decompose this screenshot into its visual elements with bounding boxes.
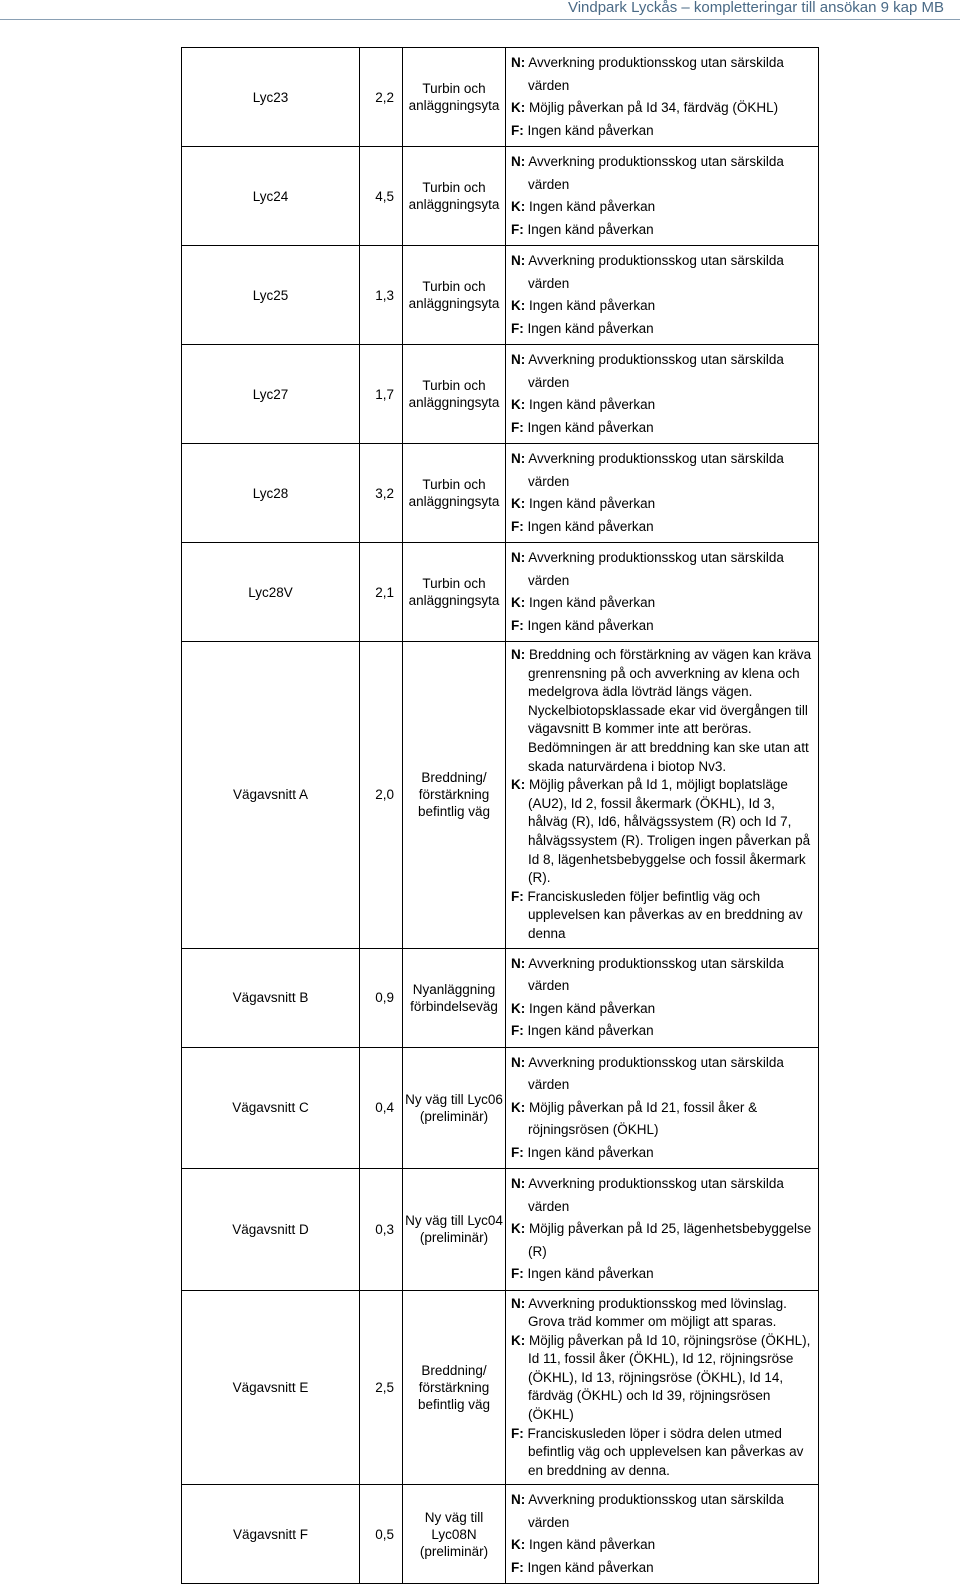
impact-f-prefix: F: [511, 518, 524, 534]
impact-f-prefix: F: [511, 320, 524, 336]
impact-n-line [511, 1489, 812, 1534]
segment-type-line: anläggningsyta [408, 296, 500, 311]
impact-f-prefix: F: [511, 1425, 524, 1441]
segment-type [403, 48, 506, 147]
impact-k-text: Möjlig påverkan på Id 25, lägenhetsbebyggelse (R) [528, 1221, 812, 1259]
impact-n-prefix: N: [511, 647, 526, 662]
segment-type-line: Turbin och [422, 477, 486, 492]
segment-type [403, 345, 506, 444]
segment-type-line: anläggningsyta [408, 197, 500, 212]
impact-f-text: Ingen känd påverkan [527, 320, 654, 336]
impact-k-line [511, 776, 812, 888]
impact-n-text: Avverkning produktionsskog utan särskilda värden [528, 451, 784, 489]
impact-f-text: Franciskusleden löper i södra delen utmed befintlig väg och upplevelsen kan påverkas av en breddning av denna. [527, 1425, 804, 1478]
segment-type-line: (preliminär) [419, 1108, 489, 1124]
impact-description [506, 642, 819, 949]
impact-description [506, 48, 819, 147]
segment-type-line: förstärkning [418, 787, 490, 803]
segment-type [403, 147, 506, 246]
impact-n-text: Avverkning produktionsskog utan särskilda värden [528, 253, 784, 291]
impact-n-text: Avverkning produktionsskog utan särskilda värden [528, 1054, 784, 1092]
impact-description [506, 1485, 819, 1584]
impact-f-line [511, 1263, 812, 1286]
impact-k-line [511, 1218, 812, 1263]
segment-type [403, 642, 506, 949]
impact-k-prefix: K: [511, 397, 526, 412]
segment-type-line: Turbin och [422, 279, 486, 294]
impact-k-text: Möjlig påverkan på Id 34, färdväg (ÖKHL) [529, 100, 779, 115]
impact-k-prefix: K: [511, 1099, 526, 1115]
segment-value: 0,4 [360, 1047, 403, 1169]
impact-n-line [511, 547, 812, 592]
impact-n-prefix: N: [511, 550, 526, 565]
segment-name: Lyc28V [182, 543, 360, 642]
impact-k-text: Möjlig påverkan på Id 10, röjningsröse (ÖKHL), Id 11, fossil åker (ÖKHL), Id 12, röjningsröse (ÖKHL), Id 13, röjningsröse (ÖKHL), Id 14, färdväg (ÖKHL) och Id 39, röjningsrösen (ÖKHL) [528, 1332, 811, 1423]
segment-value: 1,7 [360, 345, 403, 444]
impact-description [506, 948, 819, 1047]
impact-n-line [511, 448, 812, 493]
segment-type [403, 246, 506, 345]
impact-k-text: Ingen känd påverkan [529, 298, 656, 313]
impact-f-line [511, 417, 812, 440]
impact-k-line [511, 394, 812, 417]
segment-type-line: (preliminär) [419, 1543, 489, 1559]
impact-k-text: Ingen känd påverkan [529, 595, 656, 610]
segment-value: 2,0 [360, 642, 403, 949]
segment-type-line: förbindelseväg [410, 998, 498, 1014]
segment-value: 0,5 [360, 1485, 403, 1584]
segment-type-line: anläggningsyta [408, 593, 500, 608]
table-row [182, 1169, 819, 1291]
impact-k-prefix: K: [511, 1332, 526, 1348]
segment-type-line: (preliminär) [419, 1230, 489, 1246]
table-row [182, 1485, 819, 1584]
segment-type-line: Breddning/ [421, 1362, 487, 1378]
impact-n-text: Avverkning produktionsskog utan särskilda värden [528, 154, 784, 192]
impact-description [506, 246, 819, 345]
impact-f-line [511, 1020, 812, 1043]
impact-f-line [511, 516, 812, 539]
impact-n-text: Avverkning produktionsskog utan särskilda värden [528, 550, 784, 588]
impact-n-line [511, 151, 812, 196]
impact-k-line [511, 196, 812, 219]
segment-type-line: Ny väg till Lyc06 [405, 1091, 503, 1107]
segment-value: 0,3 [360, 1169, 403, 1291]
table-row [182, 642, 819, 949]
impact-n-line [511, 1295, 812, 1332]
impact-n-text: Avverkning produktionsskog utan särskilda värden [528, 1492, 784, 1530]
segment-value: 2,5 [360, 1290, 403, 1485]
impact-k-prefix: K: [511, 298, 526, 313]
impact-k-text: Ingen känd påverkan [529, 1537, 656, 1553]
impact-description [506, 345, 819, 444]
header-rule [0, 19, 960, 20]
segment-type-line: befintlig väg [417, 804, 491, 820]
segment-type-line: Nyanläggning [412, 981, 496, 997]
segment-type [403, 1290, 506, 1485]
impact-f-line [511, 120, 812, 143]
impact-n-line [511, 250, 812, 295]
segment-value: 4,5 [360, 147, 403, 246]
segment-name: Lyc28 [182, 444, 360, 543]
impact-k-prefix: K: [511, 777, 526, 793]
impact-f-text: Franciskusleden följer befintlig väg och upplevelsen kan påverkas av en breddning av denna [527, 888, 803, 941]
impact-n-prefix: N: [511, 1295, 526, 1311]
segment-name: Vägavsnitt E [182, 1290, 360, 1485]
segment-type [403, 1047, 506, 1169]
impact-n-text: Breddning och förstärkning av vägen kan kräva grenrensning på och avverkning av klena och medelgrova ädla lövträd längs vägen. Nyckelbiotopsklassade ekar vid övergången till vägavsnitt B kommer inte att beröras. Bedömningen är att breddning kan ske utan att skada naturvärdena i biotop Nv3. [528, 647, 812, 774]
impact-f-text: Ingen känd påverkan [527, 1266, 654, 1281]
impact-description [506, 1047, 819, 1169]
table-row [182, 948, 819, 1047]
impact-f-text: Ingen känd påverkan [527, 122, 654, 138]
impact-f-text: Ingen känd påverkan [527, 221, 654, 237]
segment-type-line: Breddning/ [421, 770, 487, 786]
impact-n-prefix: N: [511, 1176, 526, 1191]
segment-value: 0,9 [360, 948, 403, 1047]
impact-f-line [511, 1425, 812, 1481]
segment-type-line: Turbin och [422, 81, 486, 96]
impact-k-line [511, 493, 812, 516]
segment-name: Lyc24 [182, 147, 360, 246]
segment-type-line: befintlig väg [417, 1396, 491, 1412]
impact-n-prefix: N: [511, 154, 526, 169]
segment-type-line: Turbin och [422, 576, 486, 591]
segment-type-line: Turbin och [422, 180, 486, 195]
segment-name: Vägavsnitt A [182, 642, 360, 949]
impact-f-prefix: F: [511, 122, 524, 138]
impact-k-text: Ingen känd påverkan [529, 199, 656, 214]
impact-f-prefix: F: [511, 1144, 524, 1160]
impact-k-prefix: K: [511, 100, 526, 115]
impact-f-prefix: F: [511, 1023, 524, 1038]
table-row [182, 444, 819, 543]
impact-k-prefix: K: [511, 1221, 526, 1236]
table-row [182, 147, 819, 246]
impact-k-line [511, 592, 812, 615]
impact-description [506, 543, 819, 642]
impact-n-line [511, 52, 812, 97]
table-row [182, 246, 819, 345]
impact-f-line [511, 1142, 812, 1165]
impact-n-line [511, 1052, 812, 1097]
impact-f-prefix: F: [511, 1559, 524, 1575]
impact-k-prefix: K: [511, 1537, 526, 1553]
document-header: Vindpark Lyckås – kompletteringar till ansökan 9 kap MB [567, 0, 944, 16]
impact-f-line [511, 615, 812, 638]
segment-name: Lyc23 [182, 48, 360, 147]
impact-f-prefix: F: [511, 1266, 524, 1281]
table-row [182, 1290, 819, 1485]
impact-k-line [511, 1534, 812, 1557]
table-row [182, 1047, 819, 1169]
segment-name: Vägavsnitt F [182, 1485, 360, 1584]
impact-k-prefix: K: [511, 595, 526, 610]
impact-description [506, 444, 819, 543]
impact-f-prefix: F: [511, 419, 524, 435]
segment-type-line: anläggningsyta [408, 98, 500, 113]
impact-f-line [511, 1557, 812, 1580]
impact-description [506, 1290, 819, 1485]
segment-name: Vägavsnitt D [182, 1169, 360, 1291]
segment-name: Vägavsnitt B [182, 948, 360, 1047]
impact-f-prefix: F: [511, 221, 524, 237]
table-row [182, 543, 819, 642]
segment-type [403, 948, 506, 1047]
impact-n-line [511, 349, 812, 394]
segment-type-line: anläggningsyta [408, 395, 500, 410]
impact-k-line [511, 295, 812, 318]
impact-f-text: Ingen känd påverkan [527, 419, 654, 435]
impact-n-text: Avverkning produktionsskog med lövinslag. Grova träd kommer om möjligt att sparas. [528, 1295, 787, 1330]
segment-type-line: Ny väg till [424, 1509, 484, 1525]
impact-description [506, 147, 819, 246]
impact-n-prefix: N: [511, 253, 526, 268]
impact-k-text: Ingen känd påverkan [529, 397, 656, 412]
impact-k-text: Ingen känd påverkan [529, 496, 656, 511]
segment-value: 1,3 [360, 246, 403, 345]
impact-n-prefix: N: [511, 1054, 526, 1070]
segment-name: Lyc25 [182, 246, 360, 345]
impact-table [181, 47, 819, 1584]
impact-n-line [511, 646, 812, 776]
segment-type [403, 543, 506, 642]
impact-n-line [511, 1173, 812, 1218]
impact-k-prefix: K: [511, 496, 526, 511]
impact-n-prefix: N: [511, 352, 526, 367]
impact-n-text: Avverkning produktionsskog utan särskilda värden [528, 55, 784, 93]
impact-k-line [511, 1332, 812, 1425]
impact-n-prefix: N: [511, 1492, 526, 1508]
segment-value: 3,2 [360, 444, 403, 543]
impact-k-text: Ingen känd påverkan [529, 1000, 656, 1016]
impact-k-text: Möjlig påverkan på Id 1, möjligt boplatsläge (AU2), Id 2, fossil åkermark (ÖKHL), Id 3, hålväg (R), Id6, hålvägssystem (R) och Id 7, hålvägssystem (R). Troligen ingen påverkan på Id 8, lägenhetsbebyggelse och fossil åkermark (R). [528, 777, 811, 886]
impact-k-line [511, 97, 812, 120]
impact-n-line [511, 953, 812, 998]
impact-n-prefix: N: [511, 55, 526, 70]
segment-type-line: anläggningsyta [408, 494, 500, 509]
impact-f-prefix: F: [511, 888, 524, 904]
impact-f-text: Ingen känd påverkan [527, 617, 654, 633]
segment-value: 2,1 [360, 543, 403, 642]
segment-type-line: Ny väg till Lyc04 [405, 1213, 503, 1229]
impact-f-line [511, 318, 812, 341]
segment-name: Lyc27 [182, 345, 360, 444]
impact-f-text: Ingen känd påverkan [527, 1559, 654, 1575]
segment-type [403, 1485, 506, 1584]
impact-f-line [511, 888, 812, 944]
impact-k-line [511, 998, 812, 1021]
segment-type-line: Turbin och [422, 378, 486, 393]
impact-description [506, 1169, 819, 1291]
impact-f-text: Ingen känd påverkan [527, 1144, 654, 1160]
segment-type-line: Lyc08N [431, 1526, 477, 1542]
segment-type [403, 1169, 506, 1291]
impact-n-text: Avverkning produktionsskog utan särskilda värden [528, 955, 784, 993]
impact-n-text: Avverkning produktionsskog utan särskilda värden [528, 352, 784, 390]
impact-k-text: Möjlig påverkan på Id 21, fossil åker & röjningsrösen (ÖKHL) [528, 1099, 758, 1137]
segment-type [403, 444, 506, 543]
segment-value: 2,2 [360, 48, 403, 147]
impact-n-text: Avverkning produktionsskog utan särskilda värden [528, 1176, 784, 1214]
impact-f-line [511, 219, 812, 242]
impact-n-prefix: N: [511, 451, 526, 466]
impact-n-prefix: N: [511, 955, 526, 971]
impact-k-line [511, 1097, 812, 1142]
impact-f-prefix: F: [511, 617, 524, 633]
segment-type-line: förstärkning [418, 1379, 490, 1395]
impact-k-prefix: K: [511, 199, 526, 214]
table-row [182, 345, 819, 444]
impact-f-text: Ingen känd påverkan [527, 518, 654, 534]
impact-f-text: Ingen känd påverkan [527, 1023, 654, 1038]
impact-k-prefix: K: [511, 1000, 526, 1016]
segment-name: Vägavsnitt C [182, 1047, 360, 1169]
table-row [182, 48, 819, 147]
